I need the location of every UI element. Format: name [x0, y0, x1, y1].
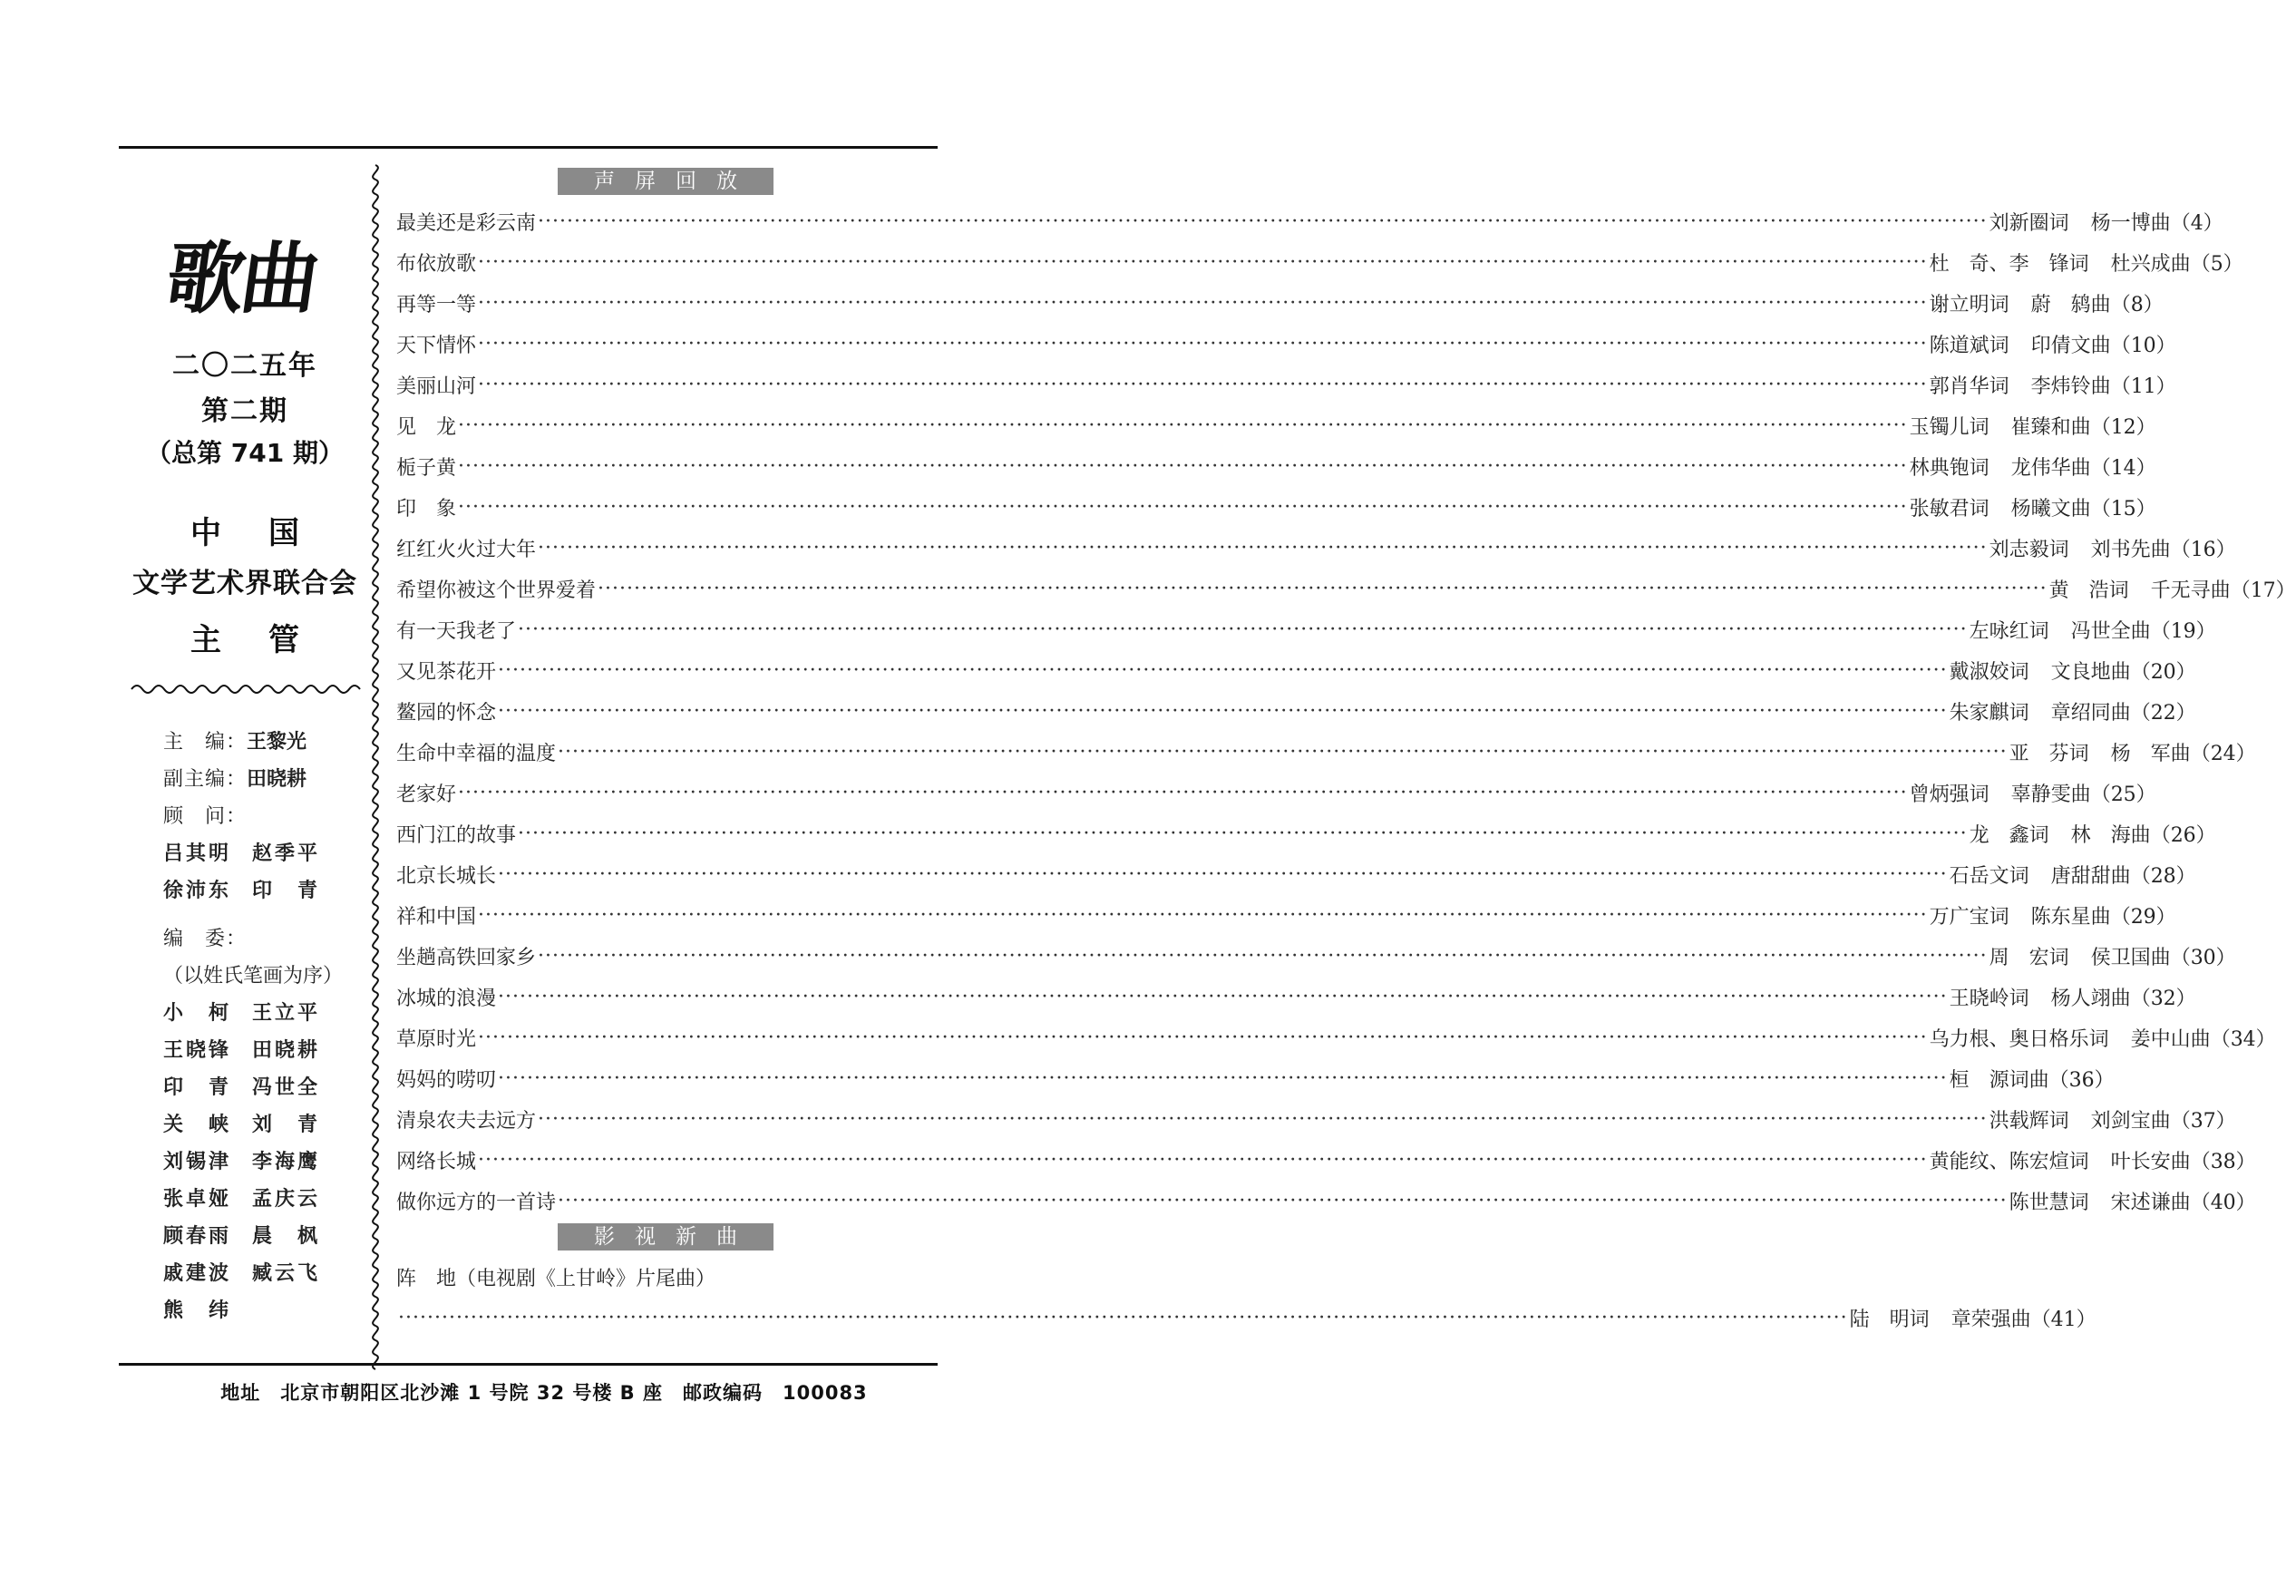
section-heading: 声屏回放: [558, 168, 773, 195]
song-title: 生命中幸福的温度: [396, 743, 557, 765]
dot-leader: ········································································································································································································: [458, 496, 1908, 519]
song-title: 栀子黄: [396, 457, 457, 480]
song-title: 做你远方的一首诗: [396, 1192, 557, 1214]
committee-member: 印 青: [163, 1076, 232, 1099]
composer: 章荣强曲: [1951, 1309, 2031, 1331]
lyricist: 黄 浩词: [2048, 579, 2129, 602]
composer: 陈东星曲: [2030, 906, 2111, 929]
dot-leader: ········································································································································································································: [478, 1149, 1928, 1172]
song-title: 西门江的故事: [396, 824, 517, 847]
committee-pair: [163, 1106, 343, 1143]
song-credits: [1970, 820, 2151, 848]
song-credits: [1950, 1065, 2049, 1093]
song-credits: [1850, 1304, 2031, 1332]
dot-leader: ········································································································································································································: [538, 1108, 1988, 1131]
committee-member: 刘 青: [252, 1114, 321, 1136]
lyricist: 亚 芬词: [2009, 743, 2089, 765]
composer: 龙伟华曲: [2010, 457, 2091, 480]
dot-leader: ········································································································································································································: [518, 618, 1968, 641]
committee-member: 刘锡津: [163, 1151, 232, 1173]
song-title: 希望你被这个世界爱着: [396, 579, 597, 602]
composer: 印倩文曲: [2030, 335, 2111, 357]
page-number: （4）: [2170, 212, 2223, 235]
page-number: （37）: [2170, 1110, 2236, 1133]
lyricist: 陈道斌词: [1929, 335, 2009, 357]
composer: 杨人翊曲: [2050, 988, 2131, 1010]
song-credits: [1950, 983, 2131, 1011]
song-credits: [1990, 942, 2171, 970]
advisor-name: 吕其明: [163, 842, 232, 865]
lyricist: 郭肖华词: [1929, 375, 2009, 398]
page-number: （10）: [2110, 335, 2176, 357]
toc-entry: [396, 732, 2256, 773]
toc-entry: [396, 324, 2176, 365]
toc-entry: [396, 773, 2156, 813]
dot-leader: ········································································································································································································: [498, 700, 1948, 723]
dot-leader: ········································································································································································································: [458, 782, 1908, 804]
committee-member: 戚建波: [163, 1262, 232, 1285]
lyricist: 王晓岭词: [1949, 988, 2029, 1010]
toc-entry: [396, 446, 2156, 487]
committee-note: （以姓氏笔画为序）: [163, 965, 344, 988]
dot-leader: ········································································································································································································: [478, 251, 1928, 274]
song-title: 草原时光: [396, 1028, 477, 1051]
page-number: （32）: [2130, 988, 2196, 1010]
song-credits: [1910, 453, 2091, 481]
dot-leader: ········································································································································································································: [398, 1307, 1848, 1329]
dot-leader: ········································································································································································································: [518, 822, 1968, 845]
toc-entry: [396, 977, 2196, 1017]
lyricist: 林典铇词: [1909, 457, 1990, 480]
page-number: （29）: [2110, 906, 2176, 929]
toc-entry: [396, 691, 2196, 732]
song-title: 网络长城: [396, 1151, 477, 1173]
advisor-pair: [163, 872, 343, 910]
toc-entry: [396, 1058, 2115, 1099]
dot-leader: ········································································································································································································: [458, 455, 1908, 478]
toc-entry: [396, 569, 2296, 609]
toc-entry: [396, 1298, 2097, 1338]
composer: 千无寻曲: [2150, 579, 2231, 602]
page-number: （16）: [2170, 539, 2236, 561]
lyricist: 张敏君词: [1909, 498, 1990, 521]
song-title: 北京长城长: [396, 865, 497, 888]
section-heading: 影视新曲: [558, 1223, 773, 1251]
lyricist: 刘志毅词: [1989, 539, 2069, 561]
committee-member: 顾春雨: [163, 1225, 232, 1248]
committee-list: [163, 995, 343, 1329]
committee-member: 田晓耕: [252, 1039, 321, 1062]
page-number: （36）: [2048, 1069, 2115, 1092]
committee-pair: [163, 1218, 343, 1255]
page-number: （11）: [2110, 375, 2176, 398]
committee-pair: [163, 1143, 343, 1181]
song-title: 再等一等: [396, 294, 477, 316]
committee-member: 晨 枫: [252, 1225, 321, 1248]
composer: 李炜铃曲: [2030, 375, 2111, 398]
composer: 桓 源词曲: [1949, 1069, 2049, 1092]
page-number: （8）: [2110, 294, 2164, 316]
org-line-3: 主管: [190, 622, 346, 658]
committee-member: [252, 1292, 341, 1329]
committee-row: [163, 920, 343, 958]
song-credits: [1950, 697, 2131, 725]
dot-leader: ········································································································································································································: [558, 1190, 2008, 1212]
song-title: 红红火火过大年: [396, 539, 537, 561]
staff-block: [163, 724, 343, 1329]
composer: 刘剑宝曲: [2090, 1110, 2171, 1133]
committee-member: 关 峡: [163, 1114, 232, 1136]
toc-entry: [396, 650, 2196, 691]
top-rule: [119, 146, 938, 149]
composer: 杨一博曲: [2090, 212, 2171, 235]
song-title: 老家好: [396, 783, 457, 806]
toc-entry: [396, 609, 2216, 650]
composer: 林 海曲: [2070, 824, 2151, 847]
song-credits: [2009, 1187, 2191, 1215]
lyricist: 陈世慧词: [2009, 1192, 2089, 1214]
dot-leader: ········································································································································································································: [498, 659, 1948, 682]
dot-leader: ········································································································································································································: [538, 537, 1988, 560]
composer: 姜中山曲: [2130, 1028, 2211, 1051]
page-number: （34）: [2210, 1028, 2276, 1051]
page-number: （40）: [2190, 1192, 2256, 1214]
toc-entry: [396, 895, 2176, 936]
composer: 辜静雯曲: [2010, 783, 2091, 806]
advisor-pair: [163, 835, 343, 872]
toc-entry: [396, 1099, 2236, 1140]
page-number: （22）: [2130, 702, 2196, 725]
song-credits: [2009, 738, 2191, 766]
lyricist: 谢立明词: [1929, 294, 2009, 316]
committee-pair: [163, 995, 343, 1032]
lyricist: 杜 奇、李 锋词: [1929, 253, 2089, 276]
dot-leader: ········································································································································································································: [478, 333, 1928, 355]
song-credits: [1930, 901, 2111, 929]
toc-entry: [396, 365, 2176, 405]
page-number: （17）: [2230, 579, 2296, 602]
composer: 蔚 鸫曲: [2030, 294, 2111, 316]
toc-entry: [396, 283, 2164, 324]
committee-label: 编 委：: [163, 928, 248, 950]
composer: 文良地曲: [2050, 661, 2131, 684]
advisor-name: 徐沛东: [163, 880, 232, 902]
committee-member: 王立平: [252, 1002, 321, 1025]
lyricist: 万广宝词: [1929, 906, 2009, 929]
committee-pair: [163, 1069, 343, 1106]
toc-entry: [396, 242, 2243, 283]
song-credits: [1950, 861, 2131, 889]
committee-member: 小 柯: [163, 1002, 232, 1025]
dot-leader: ········································································································································································································: [478, 904, 1928, 927]
dot-leader: ········································································································································································································: [498, 986, 1948, 1008]
song-title: 妈妈的唠叨: [396, 1069, 497, 1092]
toc-entry: [396, 528, 2236, 569]
song-title: 美丽山河: [396, 375, 477, 398]
toc-entry: [396, 854, 2196, 895]
committee-pair: [163, 1181, 343, 1218]
song-credits: [1990, 1105, 2171, 1134]
toc-entry: [396, 1140, 2256, 1181]
song-title: 见 龙: [396, 416, 457, 439]
deputy-row: [163, 761, 343, 798]
masthead-logo: 歌曲: [160, 234, 323, 325]
page-number: （26）: [2150, 824, 2216, 847]
song-credits: [1930, 1146, 2191, 1174]
song-title: 最美还是彩云南: [396, 212, 537, 235]
issue-total: （总第 741 期）: [146, 438, 344, 468]
song-title: 又见茶花开: [396, 661, 497, 684]
song-credits: [1910, 493, 2091, 521]
page-number: （41）: [2030, 1309, 2097, 1331]
composer: 杨 军曲: [2110, 743, 2191, 765]
advisor-label: 顾 问：: [163, 805, 248, 828]
committee-member: 孟庆云: [252, 1188, 321, 1211]
org-line-2: 文学艺术界联合会: [132, 568, 357, 599]
wavy-ornament: [131, 682, 358, 696]
page-number: （20）: [2130, 661, 2196, 684]
page-number: （5）: [2190, 253, 2243, 276]
composer: 杜兴成曲: [2110, 253, 2191, 276]
song-title: 清泉农夫去远方: [396, 1110, 537, 1133]
dot-leader: ········································································································································································································: [458, 414, 1908, 437]
org-line-1: 中国: [190, 515, 346, 551]
page-number: （25）: [2090, 783, 2156, 806]
dot-leader: ········································································································································································································: [558, 741, 2008, 764]
song-credits: [1990, 208, 2171, 236]
committee-pair: [163, 1032, 343, 1069]
lyricist: 龙 鑫词: [1969, 824, 2049, 847]
committee-member: 李海鹰: [252, 1151, 321, 1173]
editor-row: [163, 724, 343, 761]
song-title: 有一天我老了: [396, 620, 517, 643]
song-title: 印 象: [396, 498, 457, 521]
lyricist: 曾炳强词: [1909, 783, 1990, 806]
advisor-name: 印 青: [252, 880, 321, 902]
dot-leader: ········································································································································································································: [598, 578, 2048, 600]
toc-entry: [396, 1181, 2256, 1221]
composer: 刘书先曲: [2090, 539, 2171, 561]
song-credits: [1930, 1024, 2211, 1052]
committee-member: 王晓锋: [163, 1039, 232, 1062]
page-number: （28）: [2130, 865, 2196, 888]
lyricist: 石岳文词: [1949, 865, 2029, 888]
dot-leader: ········································································································································································································: [478, 292, 1928, 315]
song-credits: [1990, 534, 2171, 562]
composer: 宋述谦曲: [2110, 1192, 2191, 1214]
song-credits: [1930, 330, 2111, 358]
advisor-name: 赵季平: [252, 842, 321, 865]
advisor-row: [163, 798, 343, 835]
lyricist: 玉镯儿词: [1909, 416, 1990, 439]
song-title: 布依放歌: [396, 253, 477, 276]
committee-member: 冯世全: [252, 1076, 321, 1099]
lyricist: 洪载辉词: [1989, 1110, 2069, 1133]
song-credits: [1930, 248, 2191, 277]
page-number: （24）: [2190, 743, 2256, 765]
wavy-divider: [365, 165, 386, 1358]
committee-pair: [163, 1255, 343, 1292]
composer: 侯卫国曲: [2090, 947, 2171, 969]
bottom-rule: [119, 1363, 938, 1366]
lyricist: 周 宏词: [1989, 947, 2069, 969]
dot-leader: ········································································································································································································: [498, 1067, 1948, 1090]
composer: 冯世全曲: [2070, 620, 2151, 643]
committee-member: 熊 纬: [163, 1299, 232, 1322]
page-number: （15）: [2090, 498, 2156, 521]
composer: 唐甜甜曲: [2050, 865, 2131, 888]
song-title: 坐趟高铁回家乡: [396, 947, 537, 969]
song-credits: [1910, 412, 2091, 440]
lyricist: 刘新圈词: [1989, 212, 2069, 235]
page-number: （12）: [2090, 416, 2156, 439]
page-number: （38）: [2190, 1151, 2256, 1173]
deputy-name: 田晓耕: [247, 768, 307, 791]
toc-entry: [396, 936, 2236, 977]
song-credits: [1930, 371, 2111, 399]
lyricist: 黄能纹、陈宏煊词: [1929, 1151, 2089, 1173]
deputy-label: 副主编：: [163, 768, 248, 791]
toc-entry: [396, 201, 2223, 242]
lyricist: 朱家麒词: [1949, 702, 2029, 725]
song-credits: [1970, 616, 2151, 644]
lyricist: 戴淑姣词: [1949, 661, 2029, 684]
dot-leader: ········································································································································································································: [498, 863, 1948, 886]
committee-member: 臧云飞: [252, 1262, 321, 1285]
toc-entry-title-row: [396, 1257, 938, 1298]
song-title: 阵 地（电视剧《上甘岭》片尾曲）: [396, 1268, 716, 1290]
dot-leader: ········································································································································································································: [478, 1027, 1928, 1049]
address-footer: 地址 北京市朝阳区北沙滩 1 号院 32 号楼 B 座 邮政编码 100083: [220, 1382, 868, 1404]
lyricist: 陆 明词: [1849, 1309, 1930, 1331]
composer: 杨曦文曲: [2010, 498, 2091, 521]
song-credits: [1910, 779, 2091, 807]
issue-number: 第二期: [201, 395, 288, 427]
dot-leader: ········································································································································································································: [538, 210, 1988, 233]
song-credits: [2049, 575, 2231, 603]
song-title: 冰城的浪漫: [396, 988, 497, 1010]
song-title: 鳌园的怀念: [396, 702, 497, 725]
committee-pair: [163, 1292, 343, 1329]
toc-entry: [396, 405, 2156, 446]
song-title: 祥和中国: [396, 906, 477, 929]
dot-leader: ········································································································································································································: [538, 945, 1988, 968]
page-number: （14）: [2090, 457, 2156, 480]
composer: 叶长安曲: [2110, 1151, 2191, 1173]
dot-leader: ········································································································································································································: [478, 374, 1928, 396]
composer: 崔臻和曲: [2010, 416, 2091, 439]
song-credits: [1950, 657, 2131, 685]
page-number: （19）: [2150, 620, 2216, 643]
page-number: （30）: [2170, 947, 2236, 969]
issue-year: 二〇二五年: [172, 350, 317, 382]
toc-entry: [396, 813, 2216, 854]
composer: 章绍同曲: [2050, 702, 2131, 725]
song-credits: [1930, 289, 2111, 317]
song-title: 天下情怀: [396, 335, 477, 357]
editor-label: 主 编：: [163, 731, 248, 754]
toc-entry: [396, 487, 2156, 528]
lyricist: 乌力根、奥日格乐词: [1929, 1028, 2109, 1051]
editor-name: 王黎光: [247, 731, 307, 754]
committee-member: 张卓娅: [163, 1188, 232, 1211]
toc-entry: [396, 1017, 2276, 1058]
lyricist: 左咏红词: [1969, 620, 2049, 643]
